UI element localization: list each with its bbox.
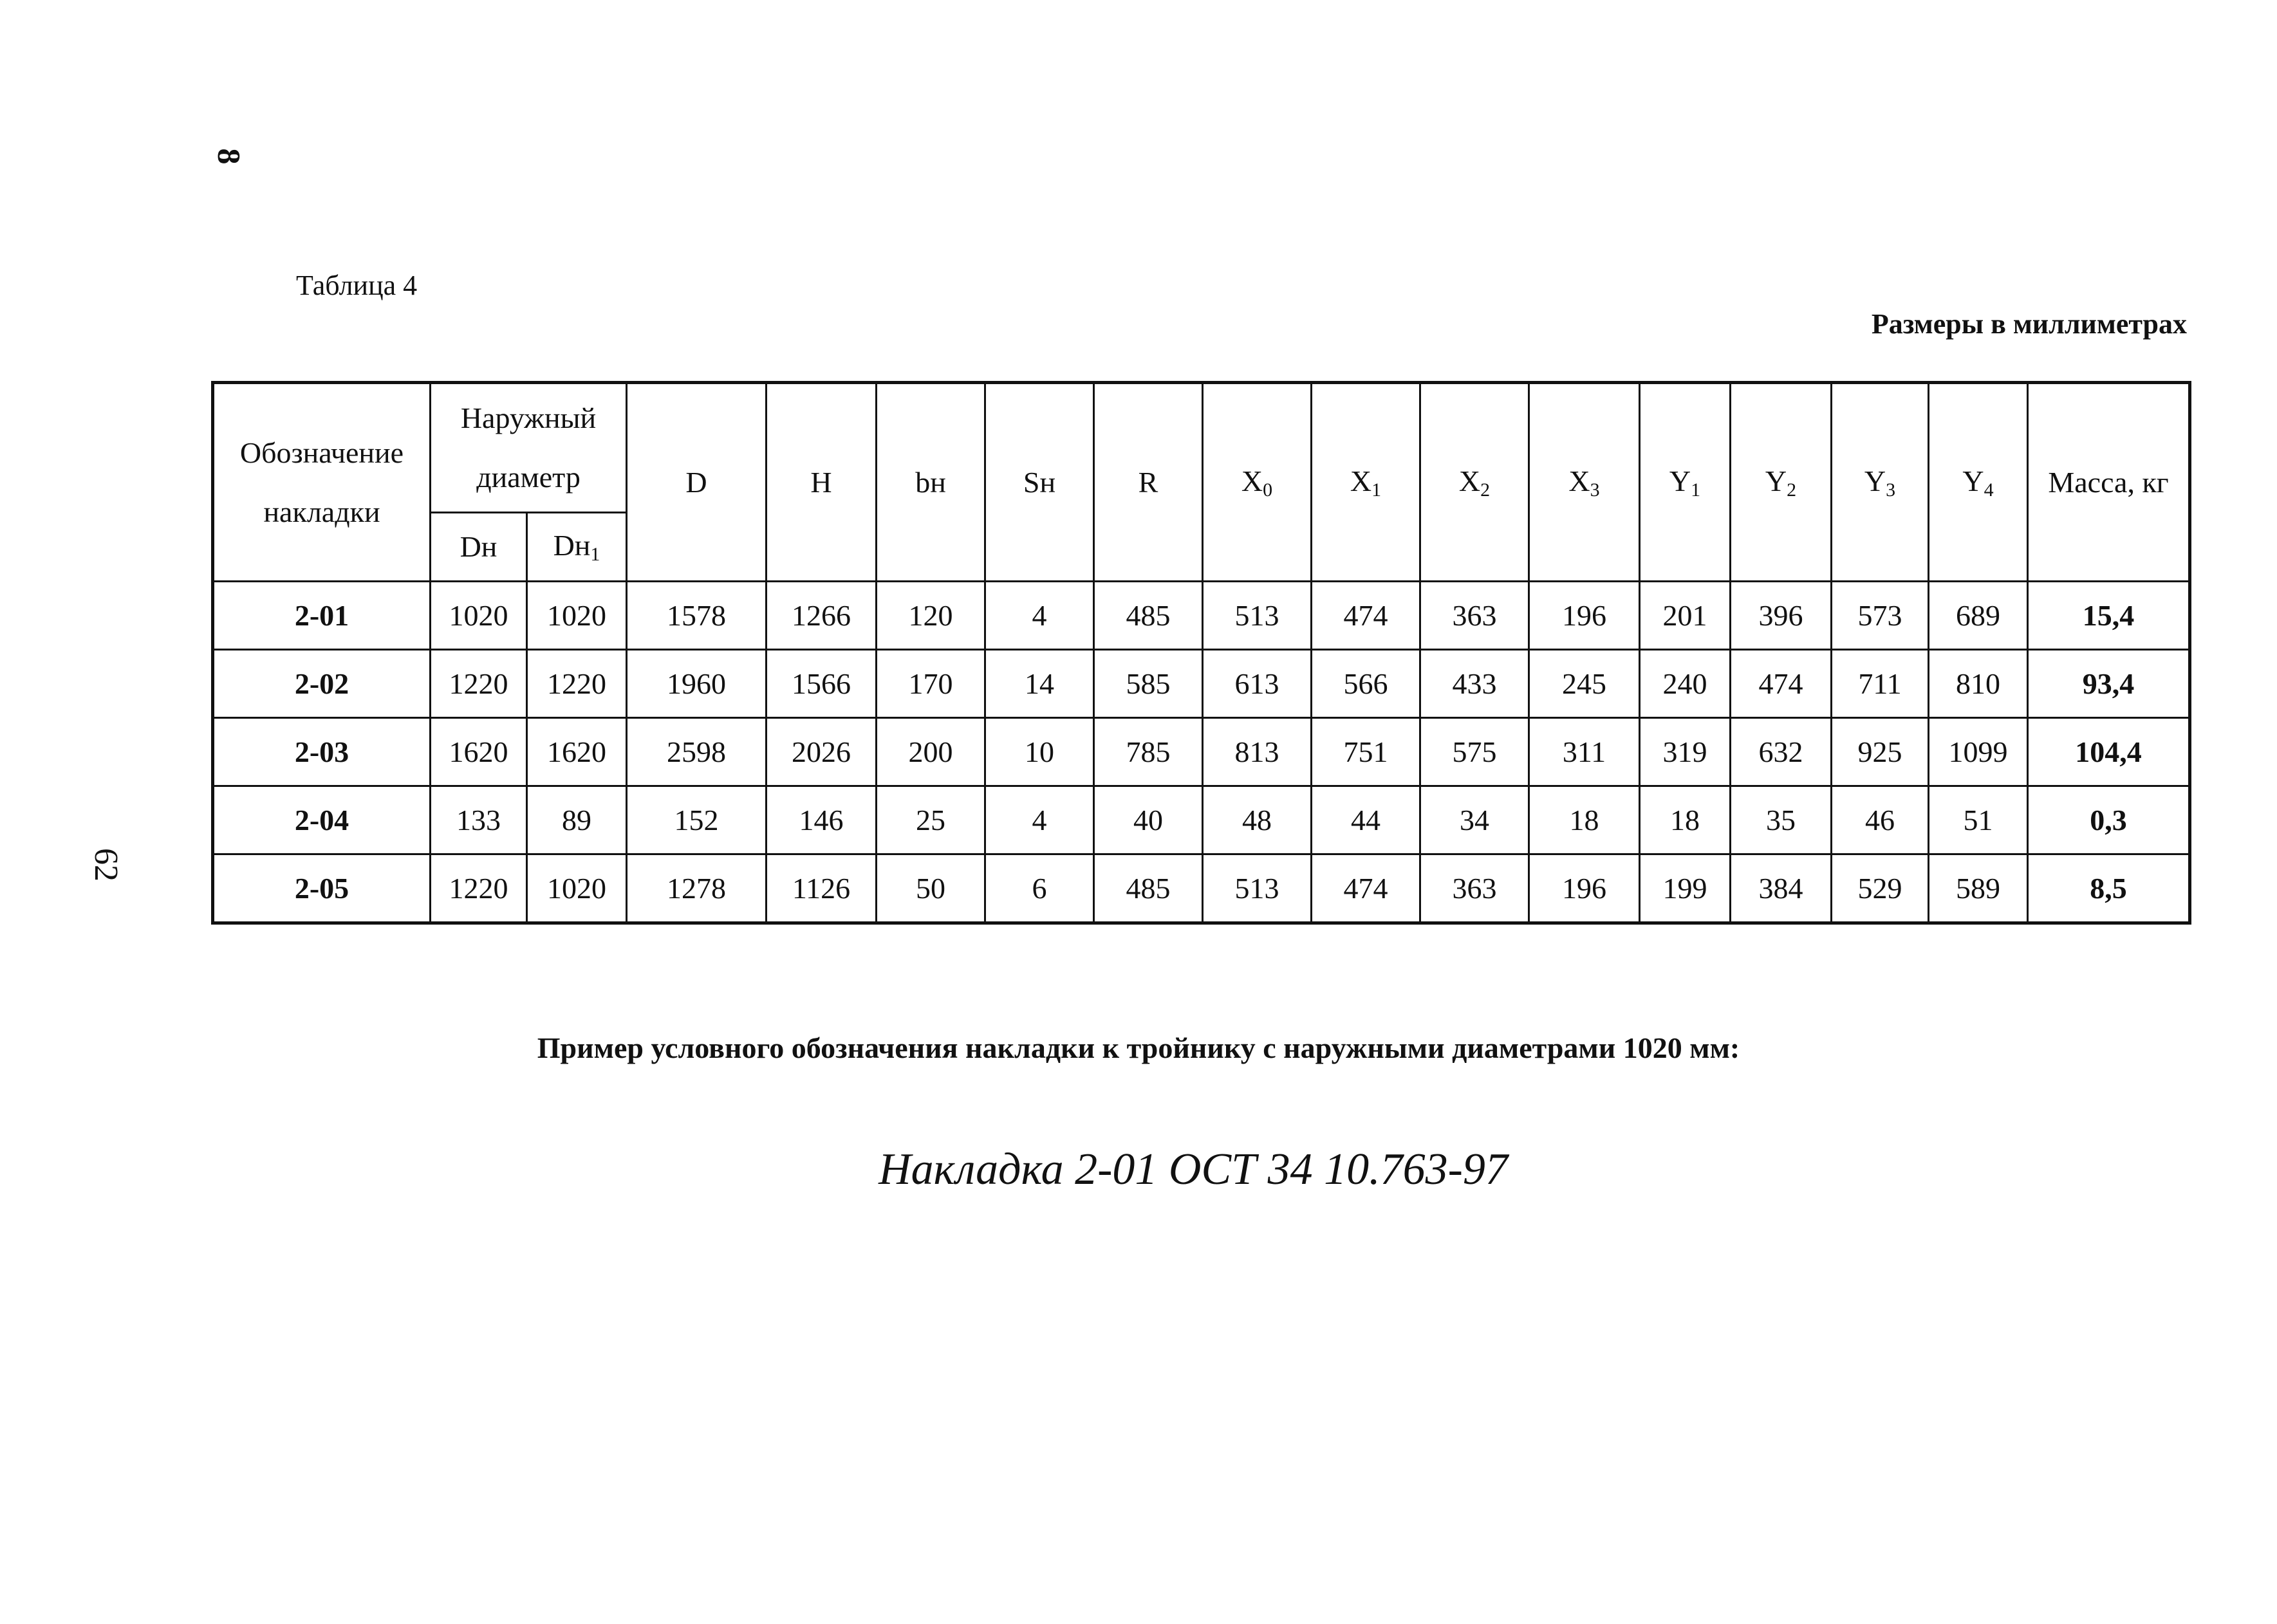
- cell-bn: 25: [877, 786, 985, 854]
- cell-y4: 51: [1929, 786, 2028, 854]
- cell-des: 2-04: [213, 786, 431, 854]
- cell-mass: 93,4: [2028, 650, 2190, 718]
- cell-x3: 196: [1529, 582, 1640, 650]
- cell-mass: 0,3: [2028, 786, 2190, 854]
- cell-x3: 245: [1529, 650, 1640, 718]
- header-x3: $X_3$: [1529, 383, 1640, 582]
- cell-x0: 513: [1203, 854, 1312, 923]
- cell-h: 2026: [767, 718, 877, 786]
- cell-sn: 14: [985, 650, 1094, 718]
- cell-x1: 474: [1312, 854, 1420, 923]
- cell-sn: 10: [985, 718, 1094, 786]
- cell-dn1: 1020: [527, 582, 627, 650]
- cell-sn: 4: [985, 582, 1094, 650]
- cell-dn: 1220: [431, 854, 527, 923]
- cell-h: 1566: [767, 650, 877, 718]
- header-y1: $Y_1$: [1640, 383, 1731, 582]
- example-caption: Пример условного обозначения накладки к тройнику с наружными диаметрами 1020 мм:: [537, 1031, 1740, 1064]
- header-dn1: $Dн_1$: [527, 513, 627, 582]
- cell-r: 485: [1094, 582, 1203, 650]
- cell-r: 485: [1094, 854, 1203, 923]
- cell-h: 1266: [767, 582, 877, 650]
- cell-mass: 15,4: [2028, 582, 2190, 650]
- cell-x1: 566: [1312, 650, 1420, 718]
- cell-x1: 474: [1312, 582, 1420, 650]
- cell-y2: 632: [1731, 718, 1832, 786]
- cell-x2: 34: [1420, 786, 1529, 854]
- cell-bn: 50: [877, 854, 985, 923]
- cell-des: 2-02: [213, 650, 431, 718]
- cell-dn1: 1220: [527, 650, 627, 718]
- header-x0: $X_0$: [1203, 383, 1312, 582]
- cell-y3: 46: [1832, 786, 1929, 854]
- cell-y1: 240: [1640, 650, 1731, 718]
- cell-y1: 18: [1640, 786, 1731, 854]
- header-dn: Dн: [431, 513, 527, 582]
- cell-r: 40: [1094, 786, 1203, 854]
- units-note: Размеры в миллиметрах: [1871, 308, 2187, 340]
- header-r: R: [1094, 383, 1203, 582]
- header-y2: $Y_2$: [1731, 383, 1832, 582]
- cell-y4: 810: [1929, 650, 2028, 718]
- cell-dn1: 1620: [527, 718, 627, 786]
- cell-dn: 1620: [431, 718, 527, 786]
- cell-d: 1960: [627, 650, 767, 718]
- cell-sn: 4: [985, 786, 1094, 854]
- cell-dn1: 1020: [527, 854, 627, 923]
- table-row: [213, 718, 2190, 786]
- cell-y1: 319: [1640, 718, 1731, 786]
- header-designation: Обозначение накладки: [213, 383, 431, 582]
- cell-y3: 711: [1832, 650, 1929, 718]
- cell-x1: 44: [1312, 786, 1420, 854]
- cell-x2: 363: [1420, 582, 1529, 650]
- cell-r: 585: [1094, 650, 1203, 718]
- cell-y3: 925: [1832, 718, 1929, 786]
- cell-h: 146: [767, 786, 877, 854]
- table-row: [213, 854, 2190, 923]
- cell-x0: 513: [1203, 582, 1312, 650]
- cell-y1: 201: [1640, 582, 1731, 650]
- cell-y2: 474: [1731, 650, 1832, 718]
- header-y4: $Y_4$: [1929, 383, 2028, 582]
- cell-bn: 200: [877, 718, 985, 786]
- cell-y1: 199: [1640, 854, 1731, 923]
- header-mass: Масса, кг: [2028, 383, 2190, 582]
- side-page-number: 62: [88, 848, 124, 881]
- cell-x2: 433: [1420, 650, 1529, 718]
- table-label: Таблица 4: [296, 270, 418, 301]
- cell-sn: 6: [985, 854, 1094, 923]
- cell-y2: 384: [1731, 854, 1832, 923]
- cell-des: 2-03: [213, 718, 431, 786]
- cell-mass: 104,4: [2028, 718, 2190, 786]
- cell-x3: 18: [1529, 786, 1640, 854]
- cell-y4: 689: [1929, 582, 2028, 650]
- header-outer-diameter: Наружный диаметр: [431, 383, 627, 513]
- header-y3: $Y_3$: [1832, 383, 1929, 582]
- cell-r: 785: [1094, 718, 1203, 786]
- table-row: [213, 650, 2190, 718]
- cell-dn1: 89: [527, 786, 627, 854]
- cell-y2: 35: [1731, 786, 1832, 854]
- header-x1: $X_1$: [1312, 383, 1420, 582]
- cell-x0: 48: [1203, 786, 1312, 854]
- cell-x0: 813: [1203, 718, 1312, 786]
- example-designation: Накладка 2-01 ОСТ 34 10.763-97: [878, 1145, 1508, 1194]
- header-h: H: [767, 383, 877, 582]
- cell-d: 1578: [627, 582, 767, 650]
- cell-des: 2-05: [213, 854, 431, 923]
- cell-y3: 573: [1832, 582, 1929, 650]
- cell-bn: 120: [877, 582, 985, 650]
- cell-h: 1126: [767, 854, 877, 923]
- cell-des: 2-01: [213, 582, 431, 650]
- header-sn: Sн: [985, 383, 1094, 582]
- cell-d: 152: [627, 786, 767, 854]
- table-body: [213, 582, 2190, 923]
- header-bn: bн: [877, 383, 985, 582]
- cell-dn: 1020: [431, 582, 527, 650]
- cell-mass: 8,5: [2028, 854, 2190, 923]
- cell-y4: 1099: [1929, 718, 2028, 786]
- cell-y3: 529: [1832, 854, 1929, 923]
- page-mark: 8: [211, 148, 248, 165]
- cell-x3: 311: [1529, 718, 1640, 786]
- header-x2: $X_2$: [1420, 383, 1529, 582]
- cell-x2: 575: [1420, 718, 1529, 786]
- cell-y4: 589: [1929, 854, 2028, 923]
- cell-d: 2598: [627, 718, 767, 786]
- table-row: [213, 786, 2190, 854]
- header-d: D: [627, 383, 767, 582]
- cell-x0: 613: [1203, 650, 1312, 718]
- cell-d: 1278: [627, 854, 767, 923]
- cell-bn: 170: [877, 650, 985, 718]
- cell-dn: 133: [431, 786, 527, 854]
- cell-y2: 396: [1731, 582, 1832, 650]
- dimensions-table: [211, 381, 2191, 925]
- table-row: [213, 582, 2190, 650]
- cell-dn: 1220: [431, 650, 527, 718]
- cell-x3: 196: [1529, 854, 1640, 923]
- cell-x2: 363: [1420, 854, 1529, 923]
- cell-x1: 751: [1312, 718, 1420, 786]
